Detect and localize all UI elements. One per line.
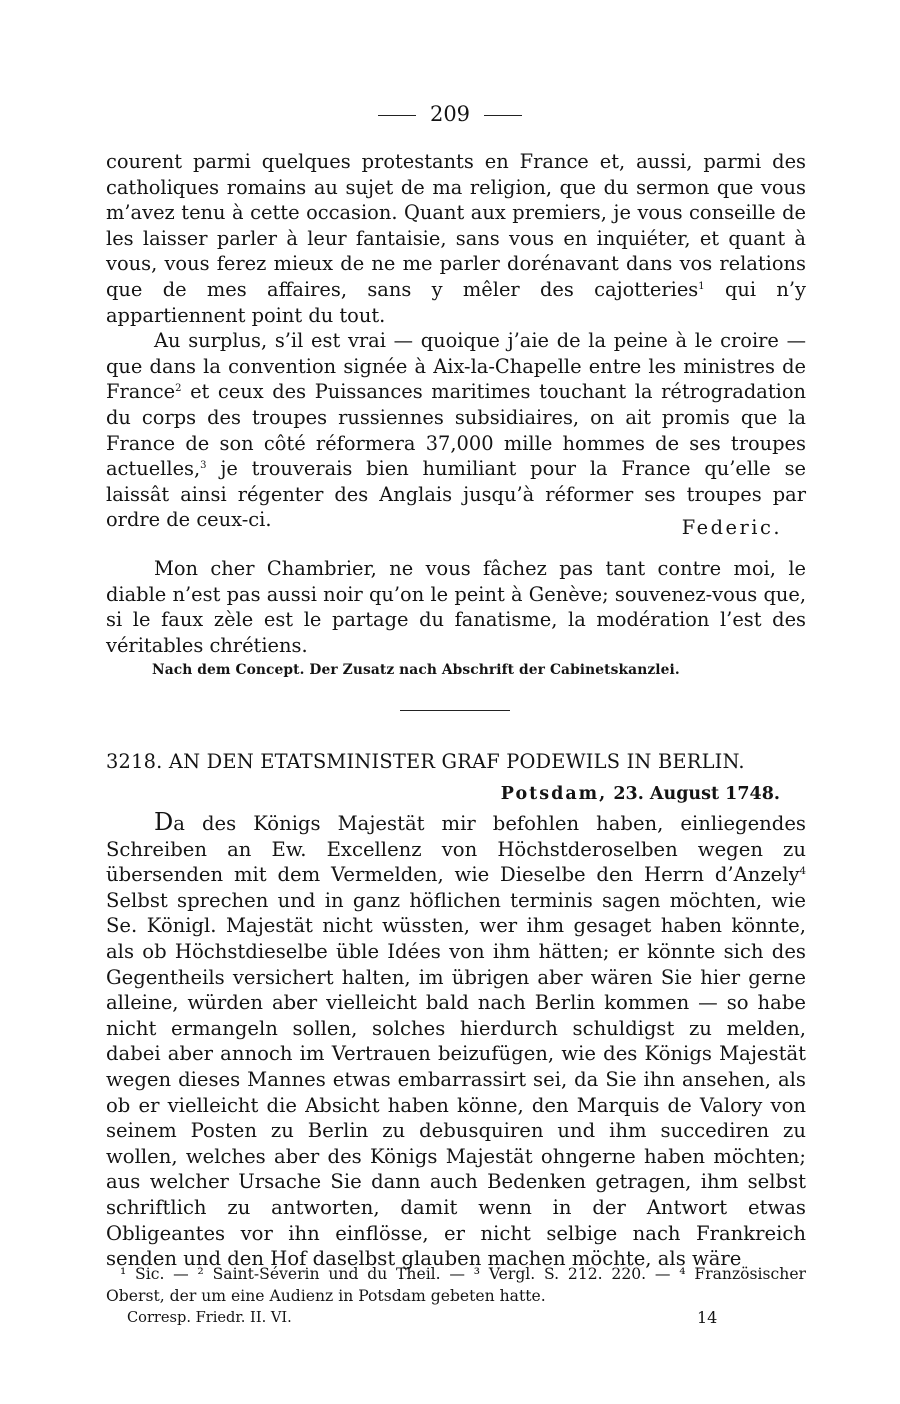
postscript-text: Mon cher Chambrier, ne vous fâchez pas tant contre moi, le diable n’est pas aussi noir qu’on le peint à Genève; souvenez-vous que, si le faux zèle est le partage du fanatisme, la modération l’est des véritables chrétiens.: [106, 557, 806, 657]
footer-signature-mark: Corresp. Friedr. II. VI.: [127, 1309, 292, 1326]
postscript: [106, 556, 806, 658]
footer-sheet-number: 14: [697, 1308, 718, 1327]
paragraph-1: courent parmi quelques protestants en France et, aussi, parmi des catholiques romains au sujet de ma religion, que du sermon que vous m’avez tenu à cette occasion. Quant aux premiers, je vous conseille de les laisser parler à leur fantaisie, sans vous en inquiéter, et quant à vous, vous ferez mieux de ne me parler dorénavant dans vos relations que de mes affaires, sans y mêler des cajotteries$^1$ qui n’y appartiennent point du tout.: [106, 150, 806, 327]
initial-letter: D: [154, 808, 174, 836]
footnotes: [106, 1263, 806, 1307]
section-divider: [400, 710, 510, 711]
footnote-ref-4: 4: [799, 866, 806, 878]
paragraph-2: Au surplus, s’il est vrai — quoique j’aie de la peine à le croire — que dans la convention signée à Aix-la-Chapelle entre les ministres de France$^2$ et ceux des Puissances maritimes touchant la rétrogradation du corps des troupes russiennes subsidiaires, on ait promis que la France de son côté réformera 37,000 mille hommes de ses troupes actuelles,$^3$ je trouverais bien humiliant pour la France qu’elle se laissât ainsi régenter des Anglais jusqu’à réformer ses troupes par ordre de ceux-ci.: [106, 329, 806, 532]
source-note: Nach dem Concept. Der Zusatz nach Abschrift der Cabinetskanzlei.: [152, 662, 680, 678]
letter-3218-body: [106, 810, 806, 1272]
footnote-ref-2: 2: [175, 383, 182, 395]
dateline: [106, 784, 780, 804]
page-number-dash-right: [484, 115, 522, 116]
page-number-dash-left: [378, 115, 416, 116]
letter-heading: 3218. AN DEN ETATSMINISTER GRAF PODEWILS IN BERLIN.: [106, 750, 745, 773]
signature: Federic.: [681, 516, 782, 539]
previous-letter-body: [106, 149, 806, 533]
page-header: [0, 102, 900, 126]
page-number: 209: [429, 102, 471, 126]
date-place: Potsdam,: [500, 784, 608, 804]
footnote-ref-1: 1: [698, 280, 705, 292]
footnote-ref-3: 3: [200, 460, 207, 472]
letter-3218-paragraph: Da des Königs Majestät mir befohlen haben, einliegendes Schreiben an Ew. Excellenz von Höchstderoselben wegen zu übersenden mit dem Vermelden, wie Dieselbe den Herrn d’Anzely$^4$ Selbst sprechen und in ganz höflichen terminis sagen möchten, wie Se. Königl. Majestät nicht wüssten, wer ihm gesaget haben könnte, als ob Höchstdieselbe üble Idées von ihm hätten; er könnte sich des Gegentheils versichert halten, im übrigen aber wären Sie hier gerne alleine, würden aber vielleicht bald nach Berlin kommen — so habe nicht ermangeln sollen, solches hierdurch schuldigst zu melden, dabei aber annoch im Vertrauen beizufügen, wie des Königs Majestät wegen dieses Mannes etwas embarrassirt sei, da Sie ihn ansehen, als ob er vielleicht die Absicht haben könne, den Marquis de Valory von seinem Posten zu Berlin zu debusquiren und ihm succediren zu wollen, welches aber des Königs Majestät ohngerne haben möchten; aus welcher Ursache Sie dann auch Bedenken getragen, ihm selbst schriftlich zu antworten, damit wenn in der Antwort etwas Obligeantes vor ihn einflösse, er nicht selbige nach Frankreich senden und den Hof daselbst glauben machen möchte, als wäre: [106, 808, 806, 1271]
footnote-line: ¹ Sic. — ² Saint-Séverin und du Theil. — ³ Vergl. S. 212. 220. — ⁴ Französischer Oberst, der um eine Audienz in Potsdam gebeten hatte.: [106, 1265, 806, 1305]
date-day: 23. August 1748.: [613, 784, 780, 804]
